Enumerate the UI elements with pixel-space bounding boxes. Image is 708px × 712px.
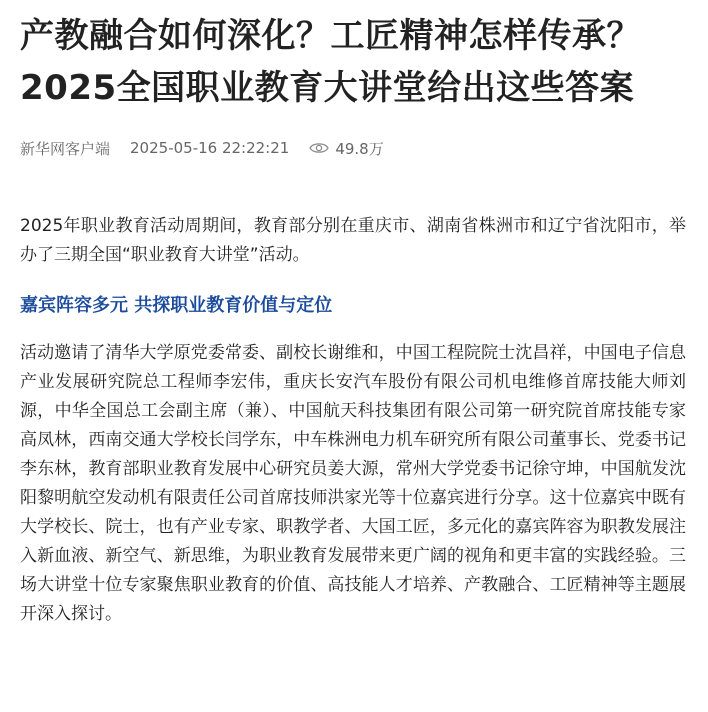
eye-icon (309, 141, 329, 155)
section-heading: 嘉宾阵容多元 共探职业教育价值与定位 (20, 295, 333, 316)
view-count-value: 49.8万 (335, 139, 384, 158)
body-paragraph: 活动邀请了清华大学原党委常委、副校长谢维和，中国工程院院士沈昌祥，中国电子信息产业发展研究院总工程师李宏伟，重庆长安汽车股份有限公司机电维修首席技能大师刘源，中华全国总工会副主席（兼）、中国航天科技集团有限公司第一研究院首席技能专家高凤林，西南交通大学校长闫学东，中车株洲电力机车研究所有限公司董事长、党委书记李东林，教育部职业教育发展中心研究员姜大源，常州大学党委书记徐守坤，中国航发沈阳黎明航空发动机有限责任公司首席技师洪家光等十位嘉宾进行分享。这十位嘉宾中既有大学校长、院士，也有产业专家、职教学者、大国工匠，多元化的嘉宾阵容为职教发展注入新血液、新空气、新思维，为职业教育发展带来更广阔的视角和更丰富的实践经验。三场大讲堂十位专家聚焦职业教育的价值、高技能人才培养、产教融合、工匠精神等主题展开深入探讨。 (20, 343, 686, 624)
source-name[interactable]: 新华网客户端 (20, 139, 111, 158)
lead-paragraph: 2025年职业教育活动周期间，教育部分别在重庆市、湖南省株洲市和辽宁省沈阳市，举办了三期全国“职业教育大讲堂”活动。 (20, 216, 686, 265)
article-title: 产教融合如何深化？工匠精神怎样传承？2025全国职业教育大讲堂给出这些答案 (20, 16, 641, 108)
publish-datetime: 2025-05-16 22:22:21 (130, 139, 290, 157)
article-meta (20, 136, 686, 160)
view-count (309, 138, 383, 159)
